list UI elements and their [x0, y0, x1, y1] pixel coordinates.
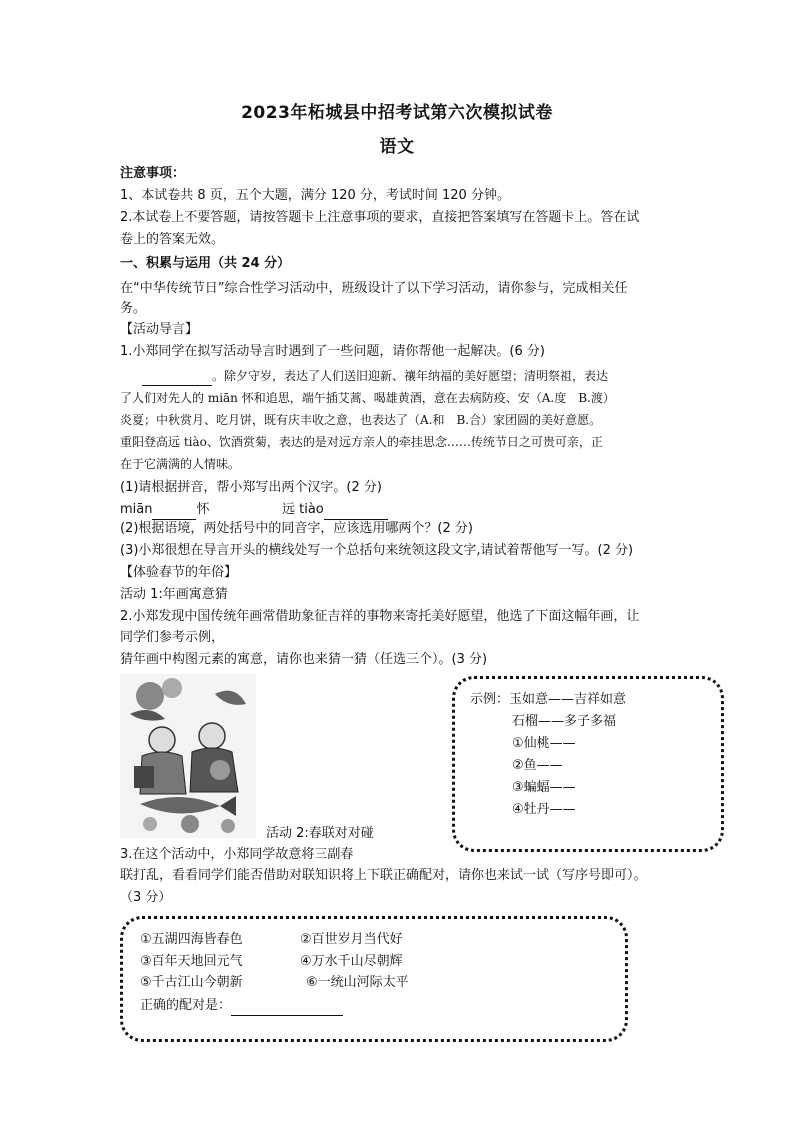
activity-2-title: 活动 2:春联对对碰 — [266, 826, 374, 841]
couplet-2: ②百世岁月当代好 — [300, 932, 403, 947]
passage-line-4: 重阳登高远 tiào、饮酒赏菊，表达的是对远方亲人的牵挂思念……传统节日之可贵可亲，正 — [120, 435, 603, 449]
notice-line-2b: 卷上的答案无效。 — [120, 232, 225, 247]
section-intro-a: 在“中华传统节日”综合性学习活动中，班级设计了以下学习活动，请你参与，完成相关任 — [120, 281, 628, 296]
new-year-painting-image — [120, 674, 256, 838]
spring-heading: 【体验春节的年俗】 — [120, 565, 238, 580]
guide-heading: 【活动导言】 — [120, 322, 199, 337]
section-intro-b: 务。 — [120, 301, 147, 316]
couplet-5: ⑤千古江山今朝新 — [140, 975, 243, 990]
question-3a: 3.在这个活动中，小郑同学故意将三副春 — [120, 847, 354, 862]
question-2a: 2.小郑发现中国传统年画常借助象征吉祥的事物来寄托美好愿望，他选了下面这幅年画，让 — [120, 609, 640, 624]
question-2b: 同学们参考示例， — [120, 630, 225, 645]
activity-1-title: 活动 1:年画寓意猜 — [120, 587, 228, 602]
tiao-blank[interactable] — [324, 505, 388, 520]
question-2c: 猜年画中构图元素的寓意，请你也来猜一猜（任选三个）。(3 分) — [120, 652, 488, 667]
summary-blank[interactable] — [142, 371, 212, 386]
passage-line-1: 。除夕守岁，表达了人们送旧迎新、禳年纳福的美好愿望；清明祭祖，表达 — [120, 366, 608, 386]
pinyin-row-2: 远 tiào — [282, 500, 388, 520]
example-item-2: ②鱼—— — [512, 758, 563, 773]
couplet-3: ③百年天地回元气 — [140, 954, 243, 969]
notice-line-1: 1、本试卷共 8 页，五个大题，满分 120 分，考试时间 120 分钟。 — [120, 188, 510, 203]
answer-row: 正确的配对是： — [140, 996, 343, 1016]
question-1-3: (3)小郑很想在导言开头的横线处写一个总括句来统领这段文字,请试着帮他写一写。(2 分) — [120, 543, 634, 558]
notice-heading: 注意事项： — [120, 166, 186, 181]
question-3c: （3 分） — [120, 890, 172, 905]
passage-line-3: 炎夏；中秋赏月、吃月饼，既有庆丰收之意，也表达了（A.和 B.合）家团圆的美好意愿。 — [120, 413, 602, 427]
couplet-6: ⑥一统山河际太平 — [306, 975, 409, 990]
section-heading: 一、积累与运用（共 24 分） — [120, 256, 291, 271]
passage-line-5: 在于它满满的人情味。 — [120, 457, 241, 471]
pinyin-row: miān 怀 — [120, 500, 210, 520]
couplet-1: ①五湖四海皆春色 — [140, 932, 243, 947]
answer-blank[interactable] — [231, 1001, 343, 1016]
couplet-4: ④万水千山尽朝辉 — [300, 954, 403, 969]
question-1: 1.小郑同学在拟写活动导言时遇到了一些问题，请你帮他一起解决。(6 分) — [120, 344, 545, 359]
question-1-2: (2)根据语境，两处括号中的同音字，应该选用哪两个？(2 分) — [120, 521, 473, 536]
subject-title: 语文 — [379, 137, 415, 157]
example-row-2: 石榴——多子多福 — [512, 714, 617, 729]
example-item-4: ④牡丹—— — [512, 802, 576, 817]
mian-blank[interactable] — [152, 505, 196, 520]
exam-title: 2023年柘城县中招考试第六次模拟试卷 — [241, 103, 553, 123]
example-row-1: 示例：玉如意——吉祥如意 — [470, 692, 627, 707]
example-item-1: ①仙桃—— — [512, 736, 576, 751]
example-item-3: ③蝙蝠—— — [512, 780, 576, 795]
painting-illustration — [120, 674, 256, 838]
passage-line-2: 了人们对先人的 miān 怀和追思，端午插艾蒿、喝雄黄酒，意在去病防疫、安（A.度 B.渡） — [120, 391, 615, 405]
question-3b: 联打乱，看看同学们能否借助对联知识将上下联正确配对，请你也来试一试（写序号即可）。 — [120, 868, 647, 883]
question-1-1: (1)请根据拼音，帮小郑写出两个汉字。(2 分) — [120, 480, 382, 495]
notice-line-2a: 2.本试卷上不要答题，请按答题卡上注意事项的要求，直接把答案填写在答题卡上。答在试 — [120, 210, 640, 225]
